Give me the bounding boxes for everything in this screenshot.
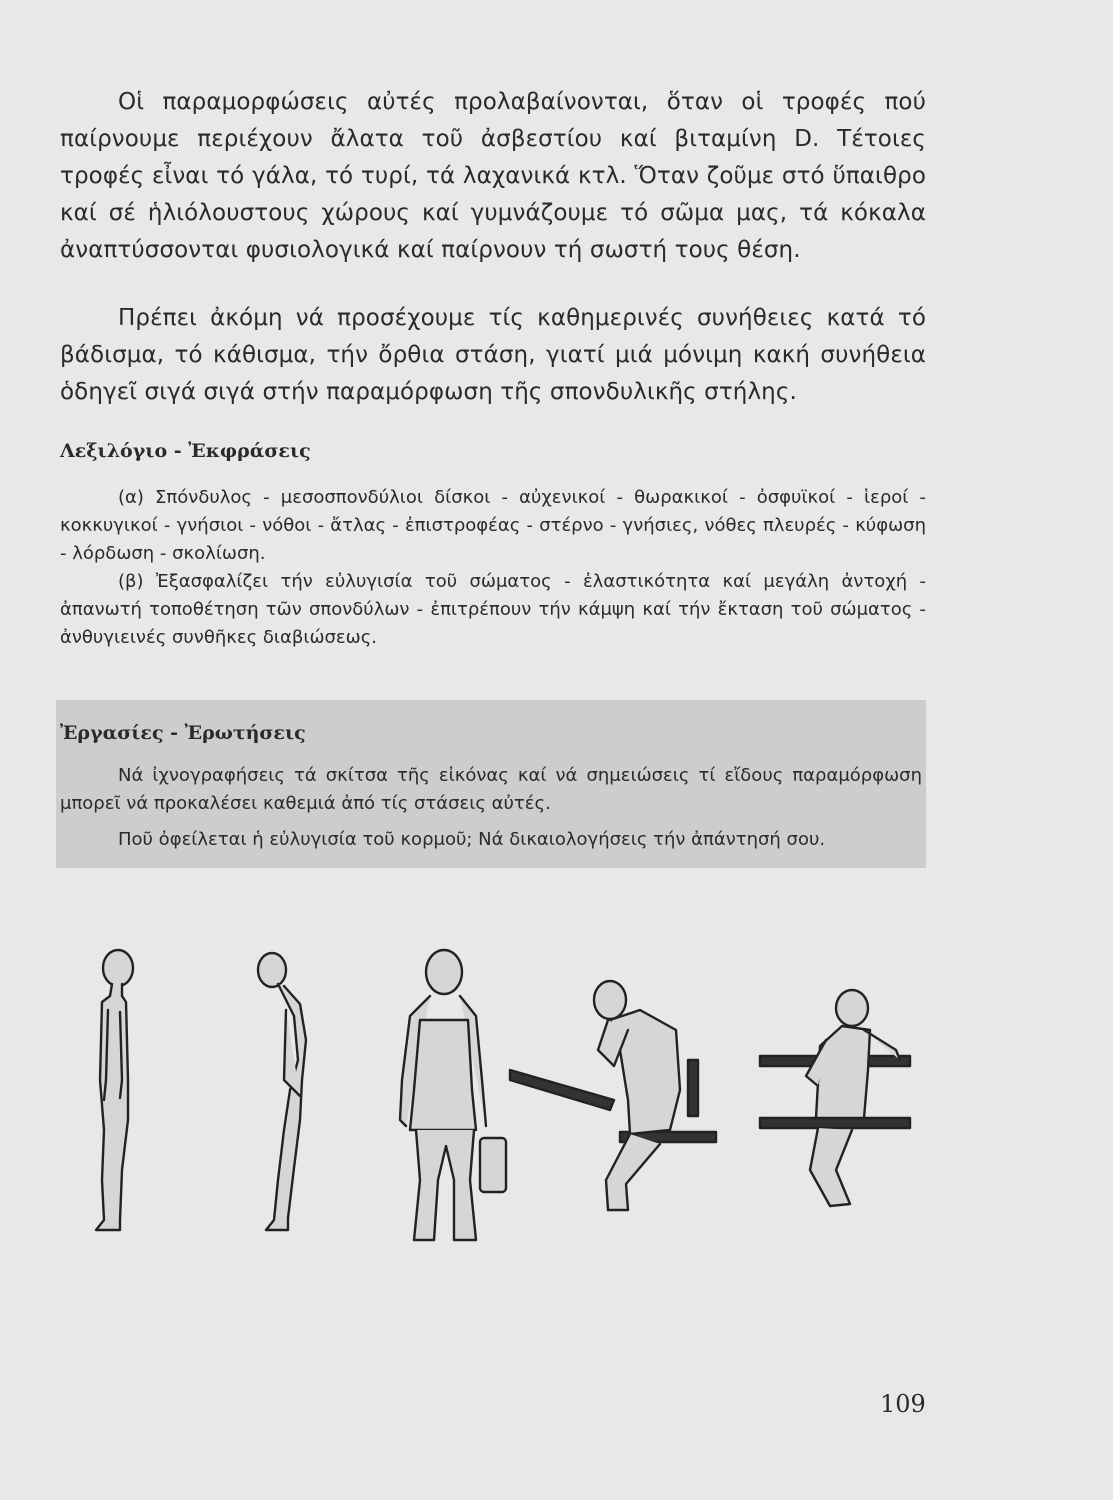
posture-sketches	[90, 940, 930, 1260]
vocabulary-heading: Λεξιλόγιο - Ἐκφράσεις	[60, 440, 311, 462]
paragraph-habits: Πρέπει ἀκόμη νά προσέχουμε τίς καθημερινές συνήθειες κατά τό βάδισμα, τό κάθισμα, τήν ὄρθια στάση, γιατί μιά μόνιμη κακή συνήθεια ὁδηγεῖ σιγά σιγά στήν παραμόρφωση τῆς σπονδυλικῆς στήλης.	[60, 305, 926, 405]
hunched-desk-figure	[510, 981, 716, 1210]
carrying-bag-figure	[400, 950, 506, 1240]
page-number: 109	[880, 1390, 926, 1418]
exercise-question-1: Νά ἰχνογραφήσεις τά σκίτσα τῆς εἰκόνας καί νά σημειώσεις τί εἴδους παραμόρφωση μπορεῖ νά προκαλέσει καθεμιά ἀπό τίς στάσεις αὐτές.	[60, 765, 922, 814]
slumped-bench-figure	[760, 990, 910, 1206]
vocabulary-item-a: (α) Σπόνδυλος - μεσοσπονδύλιοι δίσκοι - αὐχενικοί - θωρακικοί - ὀσφυϊκοί - ἱεροί - κοκκυγικοί - γνήσιοι - νόθοι - ἄτλας - ἐπιστροφέας - στέρνο - γνήσιες, νόθες πλευρές - κύφωση - λόρδωση - σκολίωση.	[60, 487, 926, 564]
paragraph-prevention: Οἱ παραμορφώσεις αὐτές προλαβαίνονται, ὅταν οἱ τροφές πού παίρνουμε περιέχουν ἄλατα τοῦ ἀσβεστίου καί βιταμίνη D. Τέτοιες τροφές εἶναι τό γάλα, τό τυρί, τά λαχανικά κτλ. Ὅταν ζοῦμε στό ὕπαιθρο καί σέ ἡλιόλουστους χώρους καί γυμνάζουμε τό σῶμα μας, τά κόκαλα ἀναπτύσσονται φυσιολογικά καί παίρνουν τή σωστή τους θέση.	[60, 89, 926, 263]
slouching-figure	[258, 953, 306, 1230]
exercises-heading: Ἐργασίες - Ἐρωτήσεις	[60, 722, 306, 744]
vocabulary-item-b: (β) Ἐξασφαλίζει τήν εὐλυγισία τοῦ σώματος - ἐλαστικότητα καί μεγάλη ἀντοχή - ἀπανωτή τοποθέτηση τῶν σπονδύλων - ἐπιτρέπουν τήν κάμψη καί τήν ἔκταση τοῦ σώματος - ἀνθυγιεινές συνθῆκες διαβιώσεως.	[60, 571, 926, 648]
standing-upright-figure	[96, 950, 133, 1230]
exercise-question-2: Ποῦ ὀφείλεται ἡ εὐλυγισία τοῦ κορμοῦ; Νά δικαιολογήσεις τήν ἀπάντησή σου.	[118, 829, 826, 850]
